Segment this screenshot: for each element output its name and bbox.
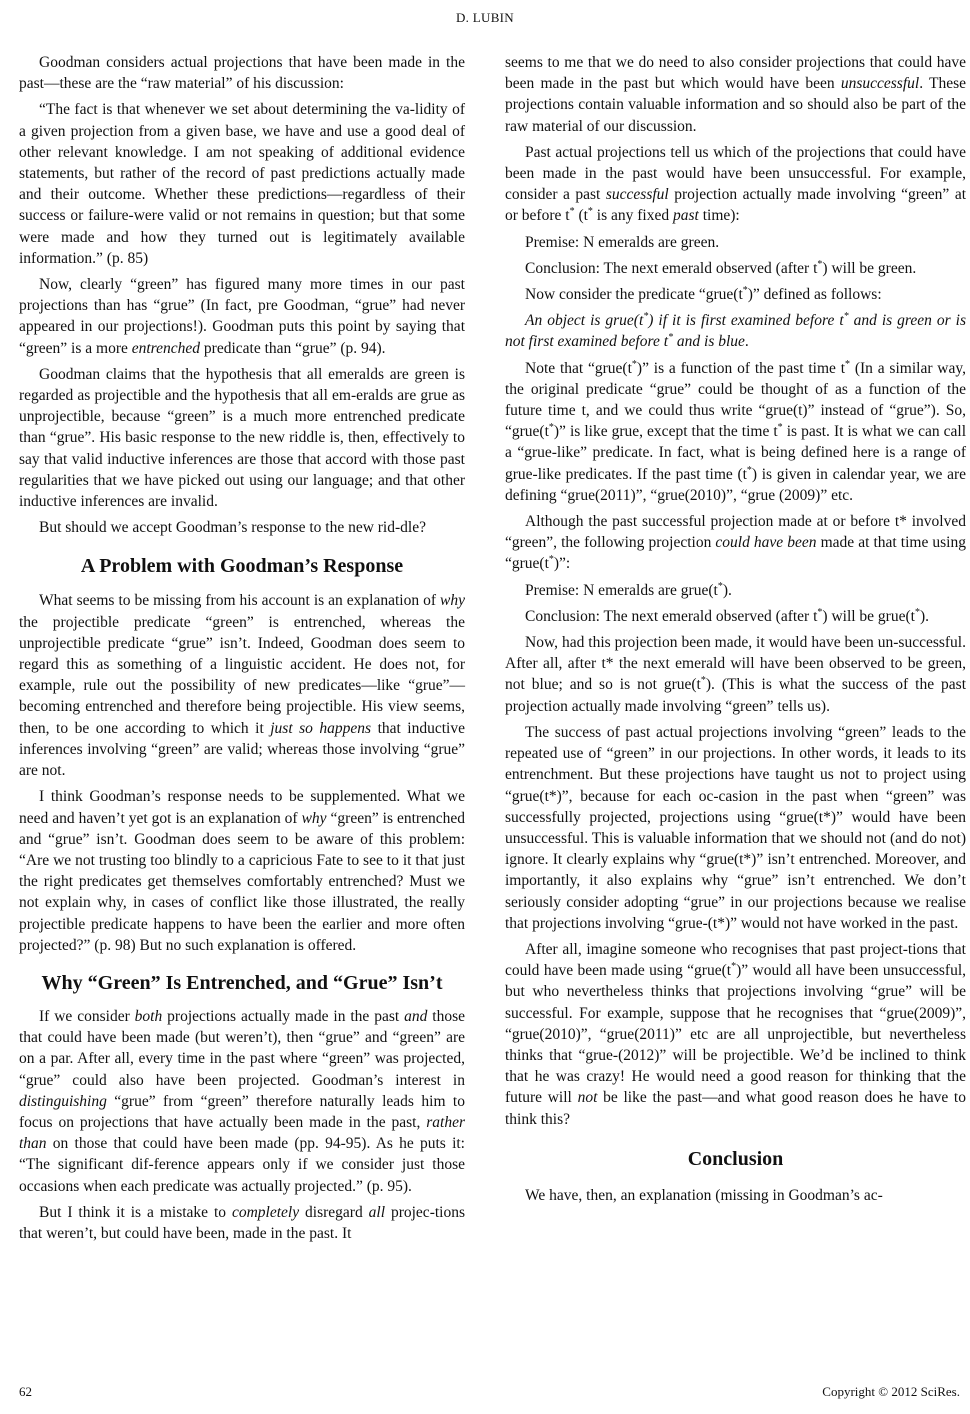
left-column xyxy=(19,52,465,1249)
premise: Premise: N emeralds are grue(t*). xyxy=(525,580,732,599)
page-number: 62 xyxy=(19,1384,32,1399)
section-heading: Why “Green” Is Entrenched, and “Grue” Isn’t xyxy=(41,971,443,994)
paragraph: Now, clearly “green” has figured many more times in our past projections than has “grue” (In fact, pre Goodman, “grue” had never appeared in our projections!). Goodman puts this point by saying that “green” is a more entrenched predicate than “grue” (p. 94). xyxy=(19,276,465,357)
paragraph: I think Goodman’s response needs to be supplemented. What we need and haven’t yet got is an explanation of why “green” is entrenched and “grue” isn’t. Goodman does seem to be aware of this problem: “Are we not trusting too blindly to a capricious Fate to see to it that just the right predicates get themselves comfortably entrenched? Must we not explain why, in cases of conflict like those illustrated, the really projectible predicate happens to have been the earlier and more often projected?” (p. 98) But no such explanation is offered. xyxy=(19,788,465,954)
section-heading: A Problem with Goodman’s Response xyxy=(80,555,404,578)
copyright-notice: Copyright © 2012 SciRes. xyxy=(822,1384,960,1399)
paragraph: Note that “grue(t*)” is a function of the past time t* (In a similar way, the original predicate “grue” could be thought of as a function of the future time t, and we could thus write “grue(t)” instead of “grue”). So, “grue(t*)” is like grue, except that the time t* is past. It is what we can call a “grue-like” predicate. In fact, what is being defined here is a range of grue-like predicates. If the past time (t*) is given in calendar year, we are defining “grue(2011)”, “grue(2010)”, “grue (2009)” etc. xyxy=(505,358,966,504)
paragraph: Although the past successful projection made at or before t* involved “green”, the following projection could have been made at that time using “grue(t*)”: xyxy=(505,513,966,573)
conclusion: Conclusion: The next emerald observed (after t*) will be grue(t*). xyxy=(525,606,929,625)
paragraph: After all, imagine someone who recognises that past project-tions that could have been made using “grue(t*)” would all have been unsuccessful, but who nevertheless thinks that projections involving “grue” will be successful. For example, suppose that he recognises that “grue(2009)”, “grue(2010)”, “grue(2011)” etc are all unprojectible, but nevertheless thinks that “grue-(2012)” will be projectible. We’d be inclined to think that he was crazy! He would need a good reason for thinking that the future will not be like the past—and what good reason does he have to think this? xyxy=(505,940,966,1128)
paragraph: Now, had this projection been made, it would have been un-successful. After all, after t* the next emerald will have been observed to be green, not blue; and so is not grue(t*). (This is what the success of the past projection actually made involving “green” tells us). xyxy=(505,634,966,715)
paragraph: We have, then, an explanation (missing in Goodman’s ac- xyxy=(525,1186,883,1204)
conclusion: Conclusion: The next emerald observed (after t*) will be green. xyxy=(525,258,917,277)
definition: An object is grue(t*) if it is first examined before t* and is green or is not first examined before t* and is blue. xyxy=(505,311,966,351)
section-heading: Conclusion xyxy=(687,1147,784,1170)
paragraph: Goodman claims that the hypothesis that all emeralds are green is regarded as projectible and the hypothesis that all em-eralds are grue as unprojectible, because “green” is a much more entrenched predicate than “grue”. His basic response to the new riddle is, then, effectively to say that valid inductive inferences are those that accord with those past regularities that we have picked out using our language; and that other inductive inferences are invalid. xyxy=(19,365,465,511)
running-header: D. LUBIN xyxy=(455,10,514,25)
paragraph: But I think it is a mistake to completely disregard all projec-tions that weren’t, but could have been, made in the past. It xyxy=(19,1203,465,1242)
paragraph: But should we accept Goodman’s response to the new rid-dle? xyxy=(39,519,426,537)
paragraph: If we consider both projections actually made in the past and those that could have been made (but weren’t), then “grue” and “green” are on a par. After all, every time in the past where “green” was projected, “grue” could also have been projected. Goodman’s interest in distinguishing “grue” from “green” therefore naturally leads him to focus on projections that have actually been made in the past, rather than on those that could have been made (pp. 94-95). As he puts it: “The significant dif-ference appears only if we consider just those occasions when each predicate was actually projected.” (p. 95). xyxy=(19,1007,466,1195)
premise: Premise: N emeralds are green. xyxy=(525,233,720,251)
paragraph: What seems to be missing from his account is an explanation of why the projectible predicate “green” is entrenched, whereas the unprojectible predicate “grue” isn’t. Indeed, Goodman does seem to regard this as something of a linguistic accident. He does not, for example, rule out the possibility of new predicates—like “grue”—becoming entrenched and therefore being projectible. His view seems, then, to be one according to which it just so happens that inductive inferences involving “green” are valid; whereas those involving “grue” are not. xyxy=(19,592,465,780)
right-column xyxy=(505,52,966,1211)
paragraph: The success of past actual projections involving “green” leads to the repeated use of “green” in our projections. In other words, it leads to its entrenchment. But these projections have taught us not to project using “grue(t*)”, because for each oc-casion in the past when “green” was successfully projected, projections using “grue(t*)” would have been unsuccessful. This is valuable information that we should not (and do not) ignore. It clearly explains why “grue(t*)” isn’t entrenched. Moreover, and importantly, it also explains why “grue” isn’t entrenched. We don’t seriously consider adopting “grue” in our projections because we realise that projections involving “grue-(t*)” would not have worked in the past. xyxy=(505,723,966,932)
paragraph: Past actual projections tell us which of the projections that could have been made in the past would have been unsuccessful. For example, consider a past successful projection actually made involving “green” at or before t* (t* is any fixed past time): xyxy=(505,143,967,225)
paragraph: Goodman considers actual projections that have been made in the past—these are the “raw material” of his discussion: xyxy=(19,54,465,93)
paragraph: seems to me that we do need to also consider projections that could have been made in the past but which would have been unsuccessful. These projections contain valuable information and so should also be part of the raw material of our discussion. xyxy=(505,54,966,135)
block-quote: “The fact is that whenever we set about determining the va-lidity of a given projection from a given base, we have and use a good deal of other relevant knowledge. I am not speaking of additional evidence statements, but rather of the record of past predictions actually made and their outcome. Whether these predictions—regardless of their success or failure-were valid or not remains in question; but that some were made and how they turned out is legitimately available information.” (p. 85) xyxy=(19,101,465,267)
paragraph: Now consider the predicate “grue(t*)” defined as follows: xyxy=(525,284,882,304)
